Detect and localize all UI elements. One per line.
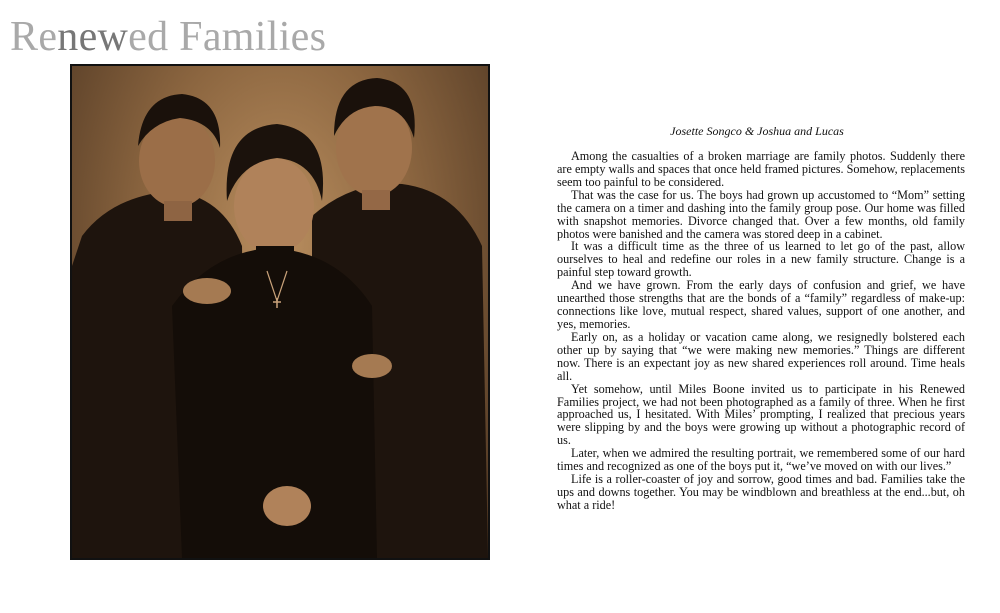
- paragraph: It was a difficult time as the three of us learned to let go of the past, allow ourselves to heal and redefine our roles in a new family structure. Change is a painful step toward growth.: [557, 239, 965, 280]
- family-portrait-illustration: [72, 66, 488, 558]
- title-part-2: new: [57, 14, 129, 60]
- paragraph: Yet somehow, until Miles Boone invited us to participate in his Renewed Families project, we had not been photographed as a family of three. When he first approached us, I hesitated. With Miles’ prompting, I realized that precious years were slipping by and the boys were growing up without a photographic record of us.: [557, 381, 965, 448]
- story-text: [557, 150, 965, 512]
- hand-right: [352, 354, 392, 378]
- paragraph: That was the case for us. The boys had grown up accustomed to “Mom” setting the camera on a timer and dashing into the family group pose. Our home was filled with snapshot memories. Divorce changed that. Over a few months, old family photos were banished and the camera was stored deep in a cabinet.: [557, 187, 965, 241]
- paragraph: Early on, as a holiday or vacation came along, we resignedly bolstered each other up by saying that “we were making new memories.” Things are different now. There is an expectant joy as new shared experiences roll around. Time heals all.: [557, 329, 965, 383]
- photo-caption-names: Josette Songco & Joshua and Lucas: [670, 124, 844, 138]
- title-part-1: Re: [10, 14, 58, 60]
- paragraph: Among the casualties of a broken marriage are family photos. Suddenly there are empty walls and spaces that once held framed pictures. Somehow, replacements seem too painful to be considered.: [557, 149, 965, 189]
- paragraph: And we have grown. From the early days of confusion and grief, we have unearthed those strengths that are the bonds of a “family” regardless of make-up: connections like love, mutual respect, shared values, support of one another, and yes, memories.: [557, 278, 965, 331]
- page-title: [10, 16, 326, 58]
- paragraph: Later, when we admired the resulting portrait, we remembered some of our hard times and recognized as one of the boys put it, “we’ve moved on with our lives.”: [557, 446, 965, 474]
- hand-left: [183, 278, 231, 304]
- title-part-3: ed Families: [128, 14, 327, 60]
- family-portrait-photo: [70, 64, 490, 560]
- paragraph: Life is a roller-coaster of joy and sorrow, good times and bad. Families take the ups and downs together. You may be windblown and breathless at the end...but, oh what a ride!: [557, 472, 965, 512]
